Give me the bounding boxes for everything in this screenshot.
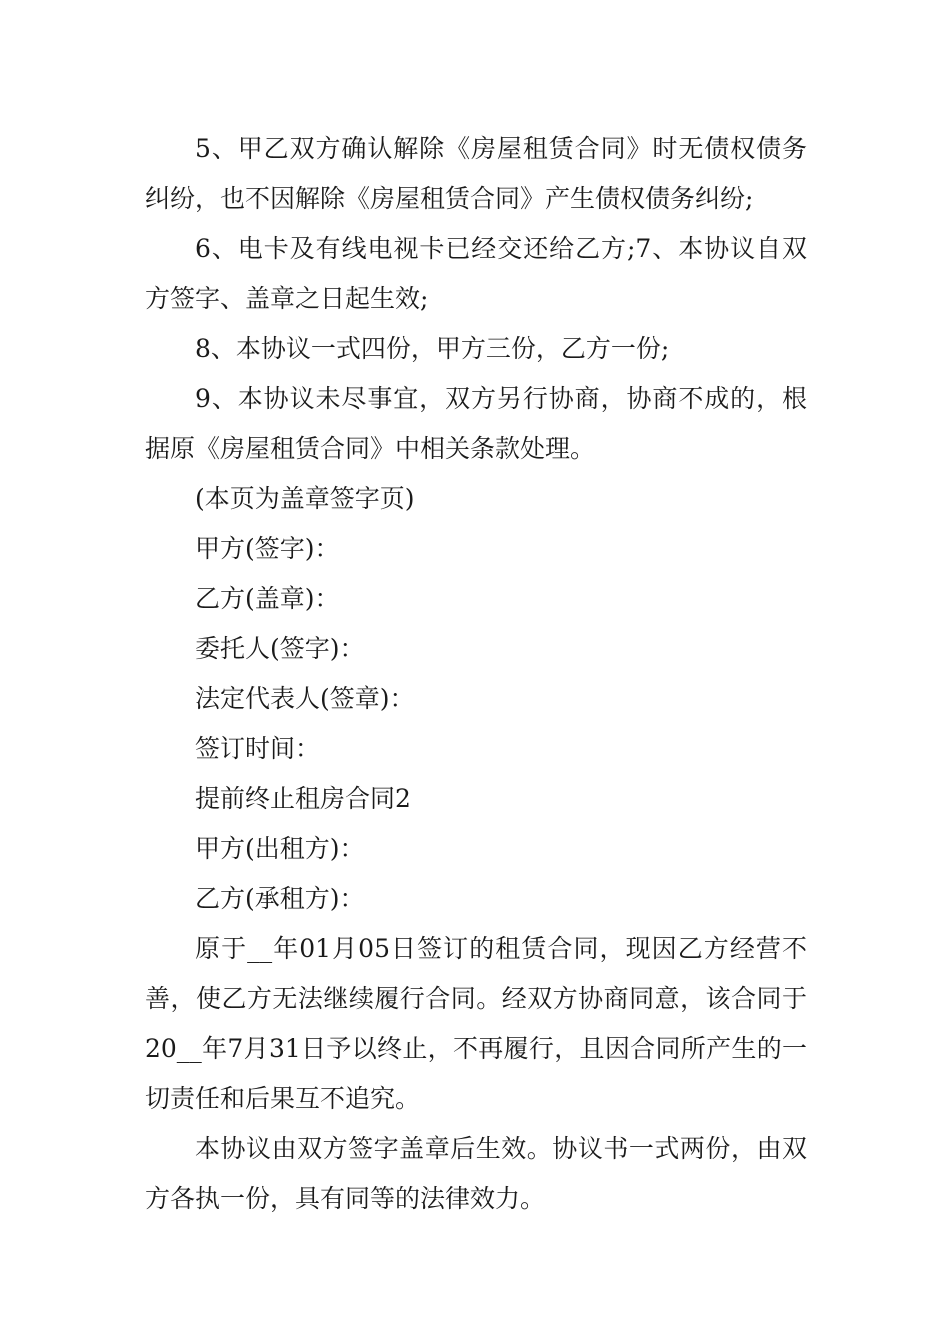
agent-signature-line: 委托人(签字)： [195, 634, 365, 663]
effectiveness-paragraph: 本协议由双方签字盖章后生效。协议书一式两份，由双方各执一份，具有同等的法律效力。 [145, 1134, 807, 1213]
party-b-seal-line: 乙方(盖章)： [195, 584, 340, 613]
legal-representative-line: 法定代表人(签章)： [195, 684, 415, 713]
party-a-lessor-line: 甲方(出租方)： [195, 834, 365, 863]
clause-6-7: 6、电卡及有线电视卡已经交还给乙方;7、本协议自双方签字、盖章之日起生效; [145, 234, 807, 313]
section-heading: 提前终止租房合同2 [195, 784, 411, 813]
signing-date-line: 签订时间： [195, 734, 321, 763]
clause-9: 9、本协议未尽事宜，双方另行协商，协商不成的，根据原《房屋租赁合同》中相关条款处理。 [145, 384, 807, 463]
party-a-signature-line: 甲方(签字)： [195, 534, 340, 563]
termination-paragraph: 原于__年01月05日签订的租赁合同，现因乙方经营不善，使乙方无法继续履行合同。经双方协商同意，该合同于20__年7月31日予以终止，不再履行，且因合同所产生的一切责任和后果互不追究。 [145, 934, 807, 1113]
signature-page-note: (本页为盖章签字页) [195, 484, 415, 513]
party-b-lessee-line: 乙方(承租方)： [195, 884, 365, 913]
document-body [145, 124, 807, 1224]
clause-5: 5、甲乙双方确认解除《房屋租赁合同》时无债权债务纠纷，也不因解除《房屋租赁合同》产生债权债务纠纷; [145, 134, 807, 213]
clause-8: 8、本协议一式四份，甲方三份，乙方一份; [195, 334, 670, 363]
